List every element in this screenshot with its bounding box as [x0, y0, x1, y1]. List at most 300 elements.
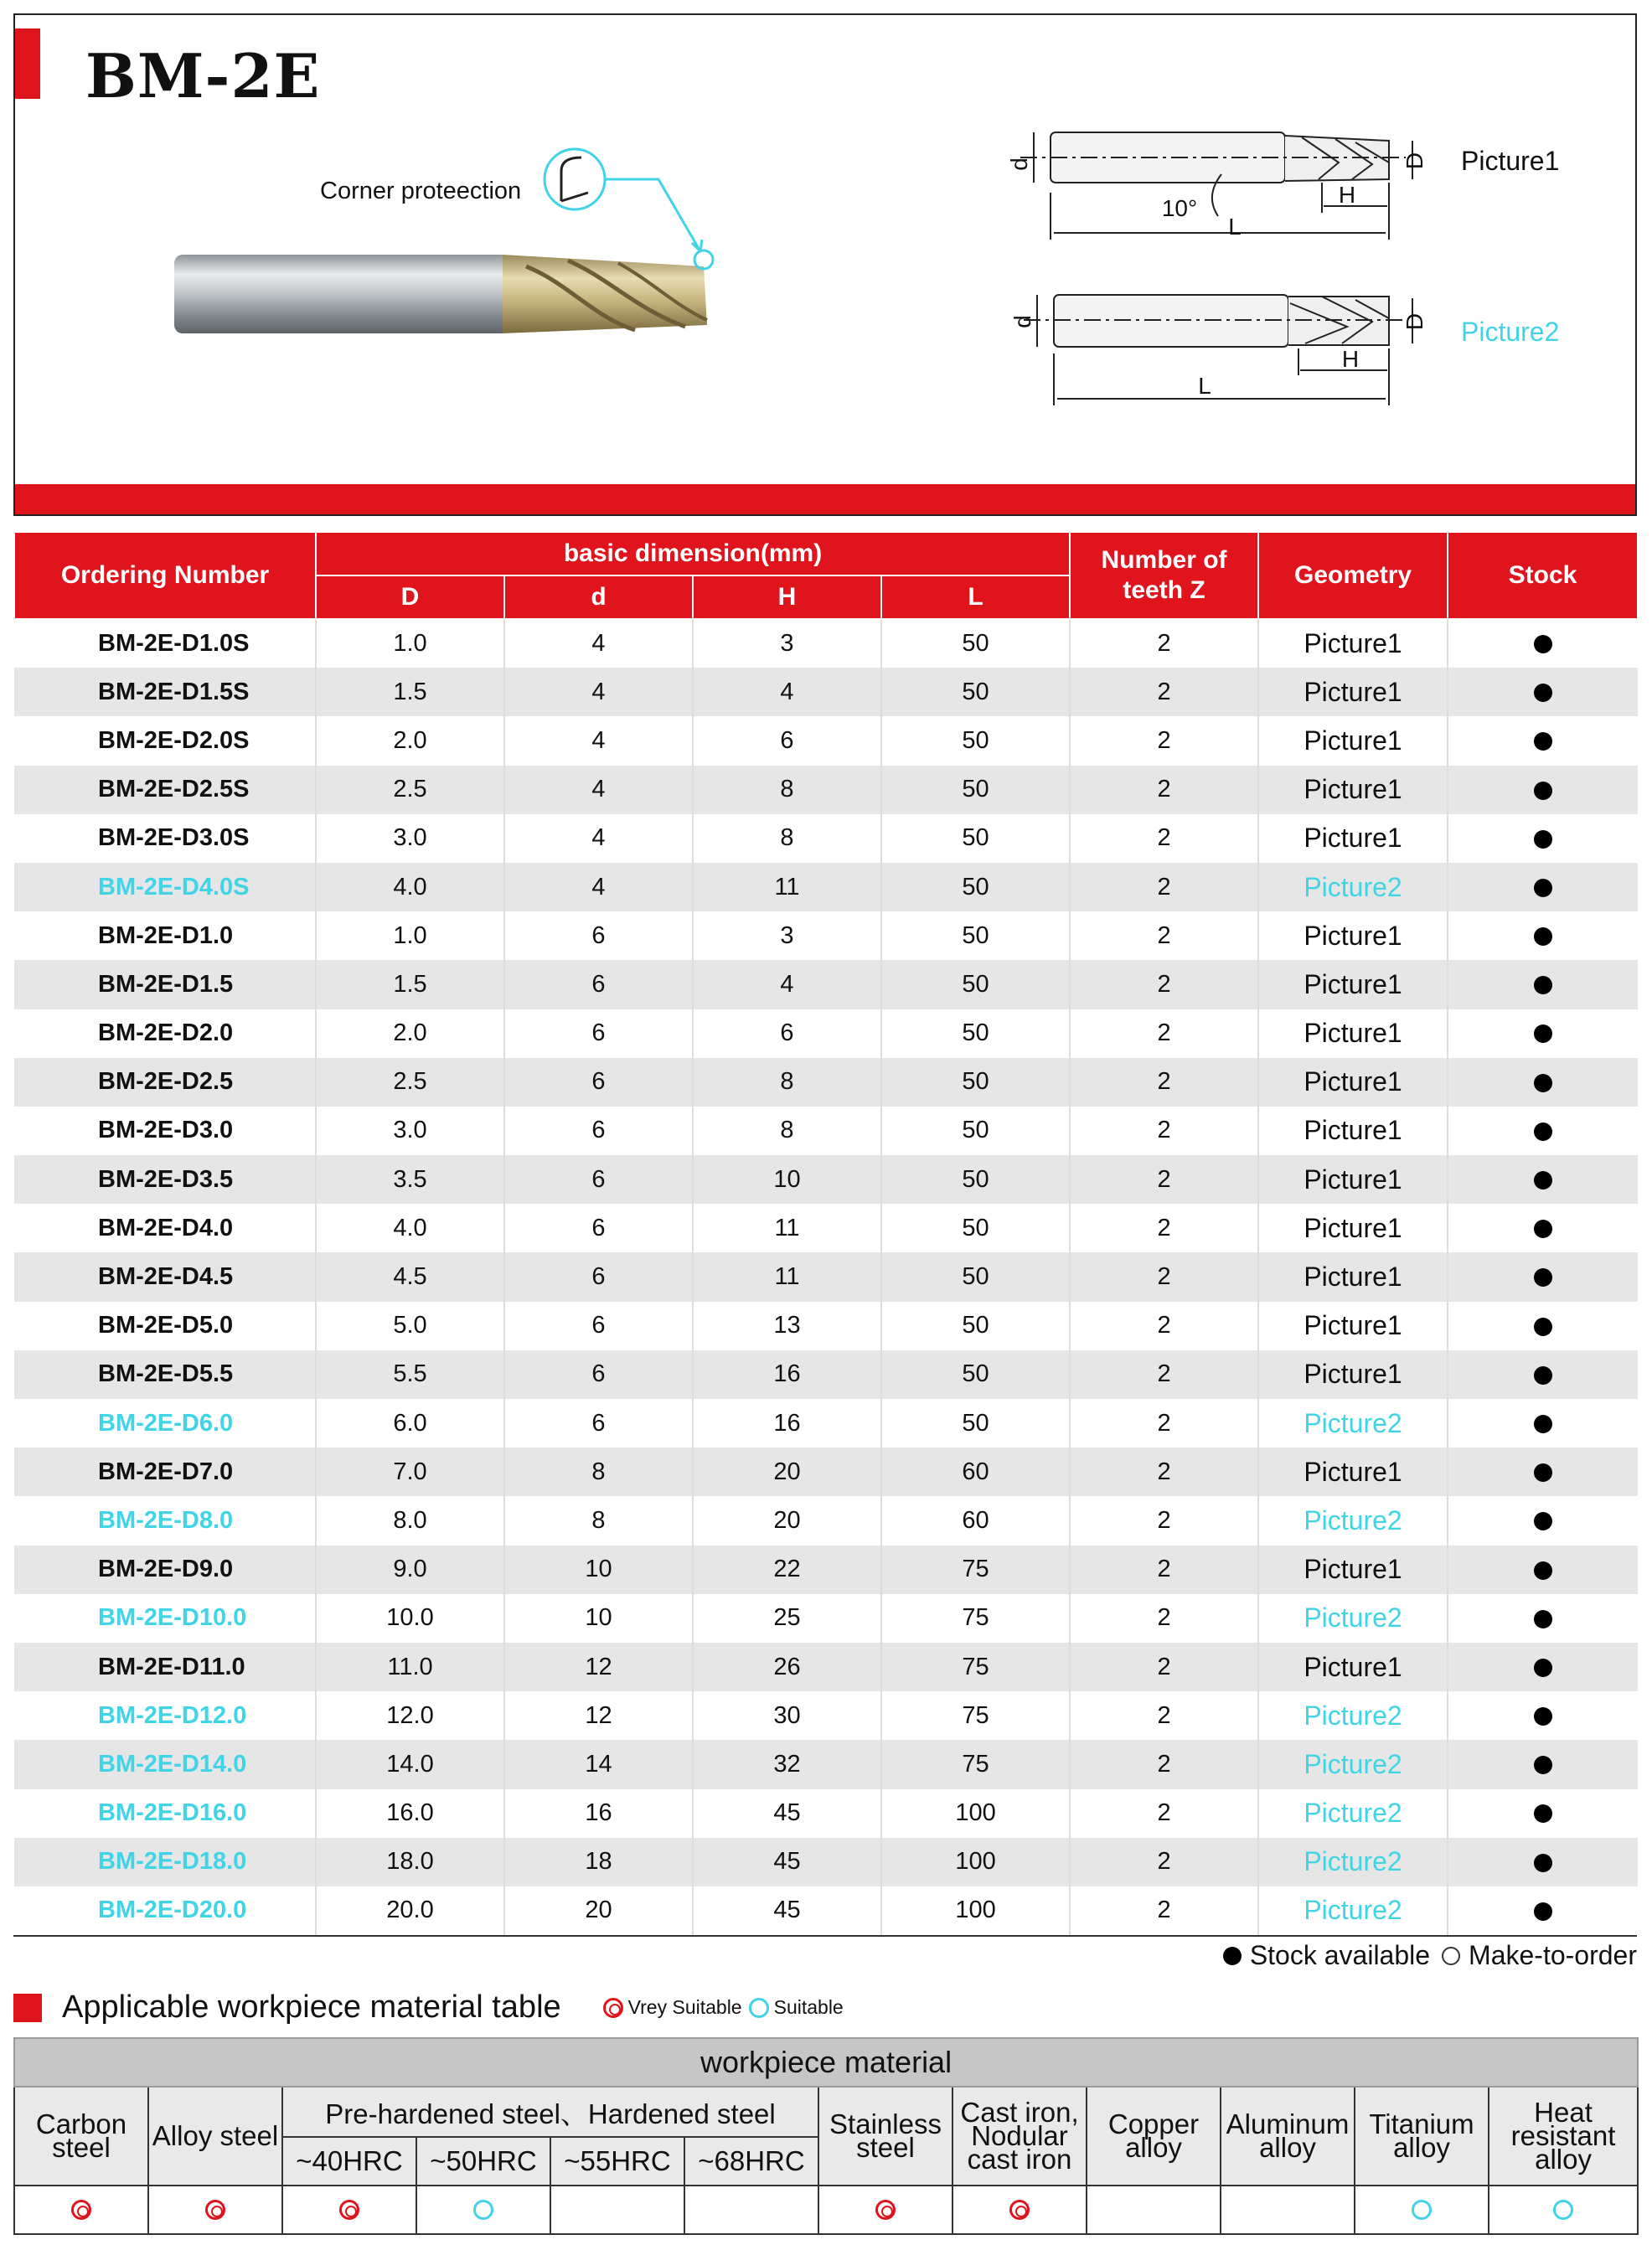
geometry-cell: Picture1 — [1258, 1058, 1448, 1107]
ordering-number-cell: BM-2E-D1.0 — [14, 911, 316, 960]
stock-available-icon — [1534, 1024, 1552, 1043]
suitability-cell — [1355, 2186, 1489, 2234]
geometry-cell: Picture2 — [1258, 1838, 1448, 1886]
geometry-cell: Picture1 — [1258, 960, 1448, 1009]
d-cell: 4 — [504, 863, 693, 911]
header-d: d — [504, 575, 693, 619]
material-40hrc: ~40HRC — [282, 2137, 416, 2186]
d-cell: 6 — [504, 1058, 693, 1107]
stock-available-icon — [1534, 1415, 1552, 1433]
stock-available-icon — [1534, 782, 1552, 800]
H-cell: 4 — [693, 960, 881, 1009]
ordering-number-cell: BM-2E-D18.0 — [14, 1838, 316, 1886]
D-cell: 1.0 — [316, 619, 504, 668]
stock-cell — [1448, 1252, 1638, 1301]
H-cell: 16 — [693, 1350, 881, 1399]
H-cell: 8 — [693, 1058, 881, 1107]
stock-available-icon — [1534, 927, 1552, 946]
teeth-cell: 2 — [1070, 619, 1258, 668]
table-row — [14, 766, 1638, 814]
suitable-icon — [473, 2200, 493, 2220]
d-cell: 4 — [504, 716, 693, 765]
header-ordering-number: Ordering Number — [14, 532, 316, 619]
D-cell: 7.0 — [316, 1448, 504, 1496]
stock-available-icon — [1534, 1756, 1552, 1774]
H-cell: 8 — [693, 766, 881, 814]
header-stock: Stock — [1448, 532, 1638, 619]
ordering-number-cell: BM-2E-D5.5 — [14, 1350, 316, 1399]
L-cell: 50 — [881, 814, 1070, 863]
corner-protection-callout — [545, 149, 702, 251]
suitability-cell — [282, 2186, 416, 2234]
D-cell: 1.5 — [316, 960, 504, 1009]
svg-text:D: D — [1402, 312, 1427, 331]
geometry-cell: Picture1 — [1258, 814, 1448, 863]
svg-text:10°: 10° — [1161, 195, 1198, 221]
ordering-number-cell: BM-2E-D2.0 — [14, 1009, 316, 1058]
stock-cell — [1448, 1594, 1638, 1643]
L-cell: 60 — [881, 1496, 1070, 1545]
d-cell: 12 — [504, 1643, 693, 1691]
teeth-cell: 2 — [1070, 814, 1258, 863]
table-row — [14, 1643, 1638, 1691]
d-cell: 6 — [504, 1252, 693, 1301]
table-row — [14, 1496, 1638, 1545]
section-accent-square — [13, 1994, 42, 2022]
geometry-cell: Picture1 — [1258, 619, 1448, 668]
ordering-number-cell: BM-2E-D8.0 — [14, 1496, 316, 1545]
stock-cell — [1448, 1058, 1638, 1107]
teeth-cell: 2 — [1070, 863, 1258, 911]
ordering-number-cell: BM-2E-D16.0 — [14, 1789, 316, 1838]
L-cell: 50 — [881, 863, 1070, 911]
stock-available-icon — [1534, 1610, 1552, 1628]
d-cell: 4 — [504, 766, 693, 814]
geometry-cell: Picture2 — [1258, 1886, 1448, 1935]
table-row — [14, 1350, 1638, 1399]
stock-available-icon — [1534, 1561, 1552, 1580]
ordering-number-cell: BM-2E-D2.5S — [14, 766, 316, 814]
D-cell: 14.0 — [316, 1740, 504, 1788]
material-section-header — [13, 1990, 850, 2026]
stock-available-icon — [1534, 1804, 1552, 1823]
ordering-number-cell: BM-2E-D1.0S — [14, 619, 316, 668]
stock-cell — [1448, 1740, 1638, 1788]
stock-available-icon — [1534, 1268, 1552, 1287]
H-cell: 45 — [693, 1886, 881, 1935]
ordering-number-cell: BM-2E-D3.0 — [14, 1107, 316, 1155]
ordering-number-cell: BM-2E-D1.5S — [14, 668, 316, 716]
suitability-cell — [1489, 2186, 1638, 2234]
H-cell: 13 — [693, 1302, 881, 1350]
stock-cell — [1448, 911, 1638, 960]
stock-cell — [1448, 1691, 1638, 1740]
teeth-cell: 2 — [1070, 1058, 1258, 1107]
very-suitable-icon — [71, 2200, 91, 2220]
stock-cell — [1448, 1009, 1638, 1058]
stock-legend — [1223, 1940, 1637, 1971]
geometry-cell: Picture1 — [1258, 1009, 1448, 1058]
svg-text:d: d — [1006, 157, 1032, 171]
header-basic-dimension: basic dimension(mm) — [316, 532, 1070, 575]
d-cell: 4 — [504, 668, 693, 716]
teeth-cell: 2 — [1070, 960, 1258, 1009]
ordering-number-cell: BM-2E-D5.0 — [14, 1302, 316, 1350]
L-cell: 50 — [881, 1302, 1070, 1350]
D-cell: 16.0 — [316, 1789, 504, 1838]
stock-available-icon — [1534, 1512, 1552, 1530]
very-suitable-icon — [603, 1998, 623, 2018]
geometry-cell: Picture1 — [1258, 1350, 1448, 1399]
teeth-cell: 2 — [1070, 1204, 1258, 1252]
table-row — [14, 1399, 1638, 1448]
table-row — [14, 619, 1638, 668]
material-cast-iron: Cast iron, Nodular cast iron — [952, 2087, 1087, 2186]
d-cell: 12 — [504, 1691, 693, 1740]
L-cell: 50 — [881, 1009, 1070, 1058]
teeth-cell: 2 — [1070, 1399, 1258, 1448]
H-cell: 4 — [693, 668, 881, 716]
ordering-number-cell: BM-2E-D4.5 — [14, 1252, 316, 1301]
teeth-cell: 2 — [1070, 1691, 1258, 1740]
stock-available-icon — [1223, 1947, 1242, 1965]
geometry-cell: Picture1 — [1258, 1107, 1448, 1155]
d-cell: 8 — [504, 1496, 693, 1545]
stock-cell — [1448, 1448, 1638, 1496]
stock-cell — [1448, 716, 1638, 765]
very-suitable-label: Vrey Suitable — [627, 1996, 742, 2018]
svg-text:d: d — [1009, 315, 1035, 328]
teeth-cell: 2 — [1070, 1643, 1258, 1691]
ordering-number-cell: BM-2E-D10.0 — [14, 1594, 316, 1643]
d-cell: 6 — [504, 1009, 693, 1058]
stock-available-icon — [1534, 1902, 1552, 1921]
d-cell: 6 — [504, 911, 693, 960]
d-cell: 14 — [504, 1740, 693, 1788]
teeth-cell: 2 — [1070, 1009, 1258, 1058]
geometry-cell: Picture2 — [1258, 1496, 1448, 1545]
D-cell: 3.0 — [316, 1107, 504, 1155]
L-cell: 50 — [881, 1204, 1070, 1252]
material-titanium-alloy: Titanium alloy — [1355, 2087, 1489, 2186]
H-cell: 3 — [693, 619, 881, 668]
stock-cell — [1448, 814, 1638, 863]
material-aluminum-alloy: Aluminum alloy — [1221, 2087, 1355, 2186]
table-row — [14, 1252, 1638, 1301]
D-cell: 6.0 — [316, 1399, 504, 1448]
table-row — [14, 1058, 1638, 1107]
table-row — [14, 1204, 1638, 1252]
L-cell: 50 — [881, 668, 1070, 716]
very-suitable-icon — [339, 2200, 359, 2220]
stock-cell — [1448, 1350, 1638, 1399]
geometry-cell: Picture1 — [1258, 1546, 1448, 1594]
L-cell: 100 — [881, 1838, 1070, 1886]
product-illustrations — [15, 15, 1639, 518]
stock-available-icon — [1534, 879, 1552, 897]
teeth-cell: 2 — [1070, 668, 1258, 716]
stock-available-icon — [1534, 1366, 1552, 1385]
D-cell: 3.0 — [316, 814, 504, 863]
svg-text:H: H — [1338, 182, 1356, 208]
L-cell: 100 — [881, 1789, 1070, 1838]
stock-available-icon — [1534, 684, 1552, 702]
d-cell: 6 — [504, 1155, 693, 1204]
teeth-cell: 2 — [1070, 766, 1258, 814]
stock-available-icon — [1534, 1318, 1552, 1336]
L-cell: 75 — [881, 1691, 1070, 1740]
D-cell: 10.0 — [316, 1594, 504, 1643]
material-section-title: Applicable workpiece material table — [62, 1990, 561, 2025]
teeth-cell: 2 — [1070, 1448, 1258, 1496]
stock-cell — [1448, 1838, 1638, 1886]
panel-bottom-bar — [15, 484, 1635, 514]
D-cell: 9.0 — [316, 1546, 504, 1594]
geometry-cell: Picture1 — [1258, 1302, 1448, 1350]
geometry-cell: Picture1 — [1258, 716, 1448, 765]
stock-cell — [1448, 1496, 1638, 1545]
stock-cell — [1448, 1155, 1638, 1204]
svg-text:D: D — [1402, 152, 1427, 170]
H-cell: 20 — [693, 1448, 881, 1496]
suitable-icon — [1553, 2200, 1573, 2220]
stock-available-icon — [1534, 1854, 1552, 1872]
L-cell: 100 — [881, 1886, 1070, 1935]
H-cell: 11 — [693, 1252, 881, 1301]
d-cell: 6 — [504, 1399, 693, 1448]
table-row — [14, 960, 1638, 1009]
very-suitable-icon — [205, 2200, 225, 2220]
D-cell: 3.5 — [316, 1155, 504, 1204]
material-alloy-steel: Alloy steel — [148, 2087, 282, 2186]
H-cell: 30 — [693, 1691, 881, 1740]
picture2-label: Picture2 — [1461, 317, 1560, 347]
ordering-number-cell: BM-2E-D6.0 — [14, 1399, 316, 1448]
table-row — [14, 1740, 1638, 1788]
geometry-cell: Picture2 — [1258, 1789, 1448, 1838]
L-cell: 75 — [881, 1546, 1070, 1594]
d-cell: 10 — [504, 1546, 693, 1594]
stock-available-icon — [1534, 1122, 1552, 1141]
stock-cell — [1448, 863, 1638, 911]
L-cell: 50 — [881, 766, 1070, 814]
d-cell: 10 — [504, 1594, 693, 1643]
material-suitability-row — [14, 2186, 1638, 2234]
H-cell: 11 — [693, 863, 881, 911]
L-cell: 75 — [881, 1594, 1070, 1643]
header-D: D — [316, 575, 504, 619]
suitability-cell — [14, 2186, 148, 2234]
d-cell: 8 — [504, 1448, 693, 1496]
table-row — [14, 814, 1638, 863]
material-carbon-steel: Carbon steel — [14, 2087, 148, 2186]
D-cell: 5.0 — [316, 1302, 504, 1350]
ordering-number-cell: BM-2E-D7.0 — [14, 1448, 316, 1496]
ordering-number-cell: BM-2E-D2.5 — [14, 1058, 316, 1107]
ordering-number-cell: BM-2E-D12.0 — [14, 1691, 316, 1740]
ordering-number-cell: BM-2E-D14.0 — [14, 1740, 316, 1788]
ordering-number-cell: BM-2E-D4.0S — [14, 863, 316, 911]
table-row — [14, 716, 1638, 765]
D-cell: 4.0 — [316, 1204, 504, 1252]
stock-cell — [1448, 1546, 1638, 1594]
table-row — [14, 911, 1638, 960]
D-cell: 8.0 — [316, 1496, 504, 1545]
geometry-cell: Picture2 — [1258, 1594, 1448, 1643]
spec-table — [13, 531, 1639, 1935]
teeth-cell: 2 — [1070, 1546, 1258, 1594]
header-geometry: Geometry — [1258, 532, 1448, 619]
material-table — [13, 2037, 1639, 2235]
geometry-cell: Picture1 — [1258, 911, 1448, 960]
header-teeth: Number of teeth Z — [1070, 532, 1258, 619]
svg-text:H: H — [1341, 346, 1360, 372]
H-cell: 6 — [693, 1009, 881, 1058]
teeth-cell: 2 — [1070, 1107, 1258, 1155]
product-panel — [13, 13, 1637, 516]
geometry-cell: Picture1 — [1258, 668, 1448, 716]
stock-cell — [1448, 1302, 1638, 1350]
L-cell: 50 — [881, 1252, 1070, 1301]
D-cell: 20.0 — [316, 1886, 504, 1935]
D-cell: 5.5 — [316, 1350, 504, 1399]
L-cell: 50 — [881, 1350, 1070, 1399]
H-cell: 45 — [693, 1789, 881, 1838]
geometry-cell: Picture2 — [1258, 863, 1448, 911]
suitability-cell — [952, 2186, 1087, 2234]
geometry-cell: Picture1 — [1258, 1448, 1448, 1496]
teeth-cell: 2 — [1070, 1740, 1258, 1788]
d-cell: 6 — [504, 1204, 693, 1252]
D-cell: 4.5 — [316, 1252, 504, 1301]
material-50hrc: ~50HRC — [416, 2137, 550, 2186]
H-cell: 26 — [693, 1643, 881, 1691]
table-row — [14, 1838, 1638, 1886]
end-mill-photo — [174, 250, 713, 333]
ordering-number-cell: BM-2E-D2.0S — [14, 716, 316, 765]
spec-table-body — [14, 619, 1638, 1935]
corner-protection-label: Corner proteection — [320, 178, 522, 204]
ordering-number-cell: BM-2E-D4.0 — [14, 1204, 316, 1252]
material-55hrc: ~55HRC — [550, 2137, 684, 2186]
teeth-cell: 2 — [1070, 1594, 1258, 1643]
D-cell: 18.0 — [316, 1838, 504, 1886]
D-cell: 12.0 — [316, 1691, 504, 1740]
teeth-cell: 2 — [1070, 1838, 1258, 1886]
header-L: L — [881, 575, 1070, 619]
D-cell: 11.0 — [316, 1643, 504, 1691]
geometry-cell: Picture2 — [1258, 1399, 1448, 1448]
table-row — [14, 1107, 1638, 1155]
teeth-cell: 2 — [1070, 1302, 1258, 1350]
L-cell: 50 — [881, 1155, 1070, 1204]
geometry-cell: Picture2 — [1258, 1740, 1448, 1788]
material-copper-alloy: Copper alloy — [1087, 2087, 1221, 2186]
L-cell: 50 — [881, 911, 1070, 960]
geometry-cell: Picture1 — [1258, 1252, 1448, 1301]
L-cell: 60 — [881, 1448, 1070, 1496]
geometry-cell: Picture1 — [1258, 1643, 1448, 1691]
H-cell: 6 — [693, 716, 881, 765]
table-row — [14, 1594, 1638, 1643]
suitable-icon — [1412, 2200, 1432, 2220]
teeth-cell: 2 — [1070, 1496, 1258, 1545]
d-cell: 6 — [504, 1107, 693, 1155]
stock-available-icon — [1534, 1171, 1552, 1190]
table-row — [14, 1691, 1638, 1740]
teeth-cell: 2 — [1070, 1350, 1258, 1399]
ordering-number-cell: BM-2E-D3.0S — [14, 814, 316, 863]
material-table-title: workpiece material — [14, 2038, 1638, 2087]
d-cell: 6 — [504, 1350, 693, 1399]
H-cell: 8 — [693, 1107, 881, 1155]
table-row — [14, 1302, 1638, 1350]
d-cell: 4 — [504, 814, 693, 863]
stock-cell — [1448, 1643, 1638, 1691]
table-end-line — [13, 1935, 1637, 1937]
stock-available-icon — [1534, 830, 1552, 849]
stock-cell — [1448, 1789, 1638, 1838]
suitability-cell — [1087, 2186, 1221, 2234]
table-row — [14, 1886, 1638, 1935]
make-to-order-label: Make-to-order — [1469, 1940, 1637, 1970]
L-cell: 75 — [881, 1643, 1070, 1691]
ordering-number-cell: BM-2E-D9.0 — [14, 1546, 316, 1594]
D-cell: 1.0 — [316, 911, 504, 960]
suitability-cell — [684, 2186, 818, 2234]
table-row — [14, 1009, 1638, 1058]
stock-cell — [1448, 668, 1638, 716]
D-cell: 1.5 — [316, 668, 504, 716]
stock-cell — [1448, 1107, 1638, 1155]
d-cell: 6 — [504, 1302, 693, 1350]
d-cell: 16 — [504, 1789, 693, 1838]
H-cell: 10 — [693, 1155, 881, 1204]
suitability-cell — [550, 2186, 684, 2234]
very-suitable-icon — [875, 2200, 896, 2220]
product-title: BM-2E — [85, 40, 321, 111]
geometry-cell: Picture1 — [1258, 1204, 1448, 1252]
H-cell: 11 — [693, 1204, 881, 1252]
stock-available-icon — [1534, 732, 1552, 751]
stock-available-icon — [1534, 635, 1552, 653]
suitability-cell — [416, 2186, 550, 2234]
material-stainless-steel: Stainless steel — [818, 2087, 952, 2186]
stock-available-icon — [1534, 1074, 1552, 1092]
ordering-number-cell: BM-2E-D20.0 — [14, 1886, 316, 1935]
suitability-cell — [1221, 2186, 1355, 2234]
table-row — [14, 863, 1638, 911]
D-cell: 2.5 — [316, 1058, 504, 1107]
table-row — [14, 1546, 1638, 1594]
table-row — [14, 1448, 1638, 1496]
geometry-cell: Picture1 — [1258, 1155, 1448, 1204]
L-cell: 50 — [881, 716, 1070, 765]
material-hardened-group: Pre-hardened steel、Hardened steel — [282, 2087, 818, 2137]
svg-text:L: L — [1198, 373, 1211, 399]
H-cell: 25 — [693, 1594, 881, 1643]
D-cell: 2.5 — [316, 766, 504, 814]
table-row — [14, 1155, 1638, 1204]
suitability-cell — [148, 2186, 282, 2234]
table-row — [14, 668, 1638, 716]
geometry-cell: Picture2 — [1258, 1691, 1448, 1740]
ordering-number-cell: BM-2E-D11.0 — [14, 1643, 316, 1691]
D-cell: 2.0 — [316, 1009, 504, 1058]
d-cell: 4 — [504, 619, 693, 668]
L-cell: 75 — [881, 1740, 1070, 1788]
picture1-label: Picture1 — [1461, 146, 1560, 176]
